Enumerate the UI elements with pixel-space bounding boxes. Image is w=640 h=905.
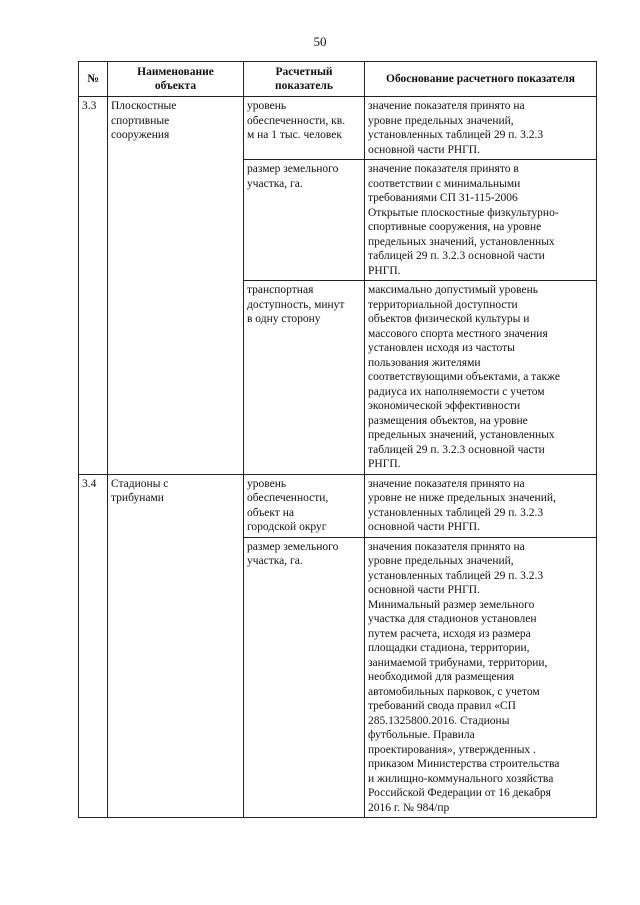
- indicator-cell: уровень обеспеченности, кв. м на 1 тыс. человек: [244, 97, 365, 160]
- indicator-cell: размер земельного участка, га.: [244, 537, 365, 818]
- justification-cell: значение показателя принято на уровне не ниже предельных значений, установленных таблицей 29 п. 3.2.3 основной части РНГП.: [365, 474, 597, 537]
- object-name: Плоскостные спортивные сооружения: [108, 97, 244, 475]
- row-number: 3.4: [79, 474, 108, 818]
- indicator-cell: размер земельного участка, га.: [244, 160, 365, 281]
- indicator-cell: транспортная доступность, минут в одну сторону: [244, 281, 365, 475]
- justification-cell: значения показателя принято на уровне предельных значений, установленных таблицей 29 п. 3.2.3 основной части РНГП. Минимальный размер земельного участка для стадионов установлен путем расчета, исходя из размера площадки стадиона, территории, занимаемой трибунами, территории, необходимой для размещения автомобильных парковок, с учетом требований свода правил «СП 285.1325800.2016. Стадионы футбольные. Правила проектирования», утвержденных . приказом Министерства строительства и жилищно-коммунального хозяйства Российской Федерации от 16 декабря 2016 г. № 984/пр: [365, 537, 597, 818]
- table-body: [79, 97, 597, 818]
- table-row: [79, 474, 597, 537]
- header-row: [79, 62, 597, 97]
- object-name: Стадионы с трибунами: [108, 474, 244, 818]
- header-num: №: [79, 62, 108, 97]
- header-name: Наименование объекта: [108, 62, 244, 97]
- table-row: [79, 97, 597, 160]
- justification-cell: значение показателя принято в соответствии с минимальными требованиями СП 31-115-2006 Открытые плоскостные физкультурно- спортивные сооружения, на уровне предельных значений, установленных таблицей 29 п. 3.2.3 основной части РНГП.: [365, 160, 597, 281]
- header-justification: Обоснование расчетного показателя: [365, 62, 597, 97]
- indicators-table: [78, 61, 597, 818]
- indicator-cell: уровень обеспеченности, объект на городской округ: [244, 474, 365, 537]
- table-header: [79, 62, 597, 97]
- justification-cell: значение показателя принято на уровне предельных значений, установленных таблицей 29 п. 3.2.3 основной части РНГП.: [365, 97, 597, 160]
- row-number: 3.3: [79, 97, 108, 475]
- header-indicator: Расчетный показатель: [244, 62, 365, 97]
- justification-cell: максимально допустимый уровень территориальной доступности объектов физической культуры и массового спорта местного значения установлен исходя из частоты пользования жителями соответствующими объектами, а также радиуса их наполняемости с учетом экономической эффективности размещения объектов, на уровне предельных значений, установленных таблицей 29 п. 3.2.3 основной части РНГП.: [365, 281, 597, 475]
- page-number: 50: [313, 34, 327, 49]
